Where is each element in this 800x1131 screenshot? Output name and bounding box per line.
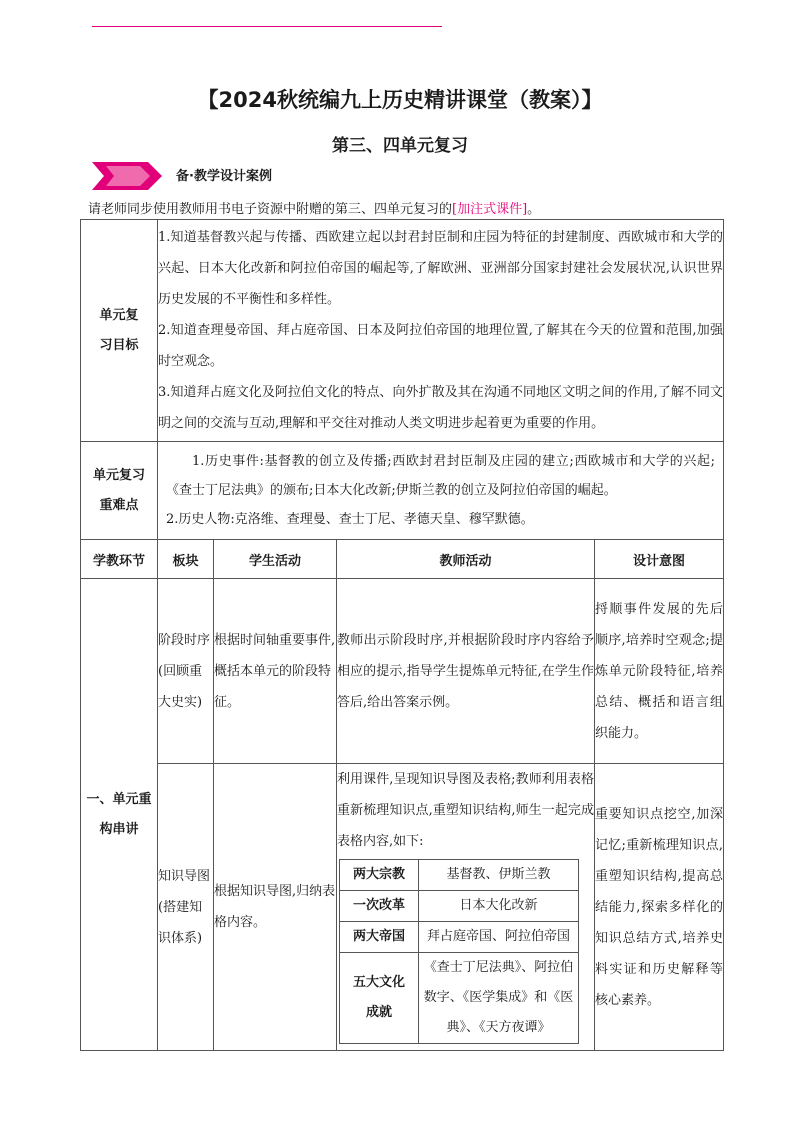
student-cell: 根据时间轴重要事件,概括本单元的阶段特征。 — [214, 579, 337, 764]
header-intent: 设计意图 — [595, 540, 724, 579]
lesson-plan-table — [80, 219, 724, 1051]
knowledge-value: 日本大化改新 — [419, 891, 579, 922]
intro-body: 请老师同步使用教师用书电子资源中附赠的第三、四单元复习的 — [88, 202, 453, 217]
table-row — [81, 579, 724, 764]
knowledge-value: 《查士丁尼法典》、阿拉伯数字、《医学集成》和《医典》、《天方夜谭》 — [419, 953, 579, 1044]
knowledge-key: 一次改革 — [340, 891, 419, 922]
knowledge-key: 两大帝国 — [340, 922, 419, 953]
intro-end: 。 — [527, 202, 541, 217]
goals-label: 单元复 习目标 — [81, 220, 158, 442]
goal-item: 3.知道拜占庭文化及阿拉伯文化的特点、向外扩散及其在沟通不同地区文明之间的作用,了解不同文明之间的交流与互动,理解和平交往对推动人类文明进步起着更为重要的作用。 — [158, 385, 724, 431]
keypoints-label: 单元复习 重难点 — [81, 442, 158, 540]
teacher-cell: 教师出示阶段时序,并根据阶段时序内容给予相应的提示,指导学生提炼单元特征,在学生作答后,给出答案示例。 — [337, 579, 595, 764]
courseware-link[interactable]: [加注式课件] — [452, 202, 528, 217]
header-teacher: 教师活动 — [337, 540, 595, 579]
header-stage: 学教环节 — [81, 540, 158, 579]
knowledge-row — [340, 891, 579, 922]
block-cell: 知识导图(搭建知识体系) — [158, 764, 214, 1051]
banner-divider — [92, 26, 442, 27]
knowledge-table — [339, 859, 579, 1044]
teacher-text: 利用课件,呈现知识导图及表格;教师利用表格重新梳理知识点,重塑知识结构,师生一起完成表格内容,如下: — [337, 772, 594, 849]
intent-cell: 捋顺事件发展的先后顺序,培养时空观念;提炼单元阶段特征,培养总结、概括和语言组织能力。 — [595, 579, 724, 764]
knowledge-key: 五大文化成就 — [340, 953, 419, 1044]
page-subtitle: 第三、四单元复习 — [332, 136, 468, 156]
goals-row — [81, 220, 724, 442]
knowledge-value: 拜占庭帝国、阿拉伯帝国 — [419, 922, 579, 953]
goal-item: 2.知道查理曼帝国、拜占庭帝国、日本及阿拉伯帝国的地理位置,了解其在今天的位置和范围,加强时空观念。 — [158, 323, 724, 369]
knowledge-key: 两大宗教 — [340, 860, 419, 891]
teacher-cell — [337, 764, 595, 1051]
banner-label: 备·教学设计案例 — [176, 169, 272, 184]
keypoints-content — [158, 442, 724, 540]
goals-content — [158, 220, 724, 442]
stage-label: 一、单元重 构串讲 — [81, 579, 158, 1051]
knowledge-value: 基督教、伊斯兰教 — [419, 860, 579, 891]
student-cell: 根据知识导图,归纳表格内容。 — [214, 764, 337, 1051]
keypoints-row — [81, 442, 724, 540]
table-row — [81, 764, 724, 1051]
knowledge-row — [340, 922, 579, 953]
intent-cell: 重要知识点挖空,加深记忆;重新梳理知识点,重塑知识结构,提高总结能力,探索多样化的知识总结方式,培养史料实证和历史解释等核心素养。 — [595, 764, 724, 1051]
keypoint-item: 2.历史人物:克洛维、查理曼、查士丁尼、孝德天皇、穆罕默德。 — [166, 512, 534, 527]
page-title: 【2024秋统编九上历史精讲课堂（教案）】 — [197, 88, 603, 112]
goal-item: 1.知道基督教兴起与传播、西欧建立起以封君封臣制和庄园为特征的封建制度、西欧城市和大学的兴起、日本大化改新和阿拉伯帝国的崛起等,了解欧洲、亚洲部分国家封建社会发展状况,认识世界历史发展的不平衡性和多样性。 — [158, 230, 724, 307]
block-cell: 阶段时序(回顾重大史实) — [158, 579, 214, 764]
knowledge-row — [340, 953, 579, 1044]
header-student: 学生活动 — [214, 540, 337, 579]
intro-text — [88, 198, 540, 217]
knowledge-row — [340, 860, 579, 891]
header-block: 板块 — [158, 540, 214, 579]
section-banner — [92, 162, 442, 190]
keypoint-item: 1.历史事件:基督教的创立及传播;西欧封君封臣制及庄园的建立;西欧城市和大学的兴起;《查士丁尼法典》的颁布;日本大化改新;伊斯兰教的创立及阿拉伯帝国的崛起。 — [166, 454, 716, 498]
banner-arrow-icon — [92, 162, 172, 190]
header-row — [81, 540, 724, 579]
